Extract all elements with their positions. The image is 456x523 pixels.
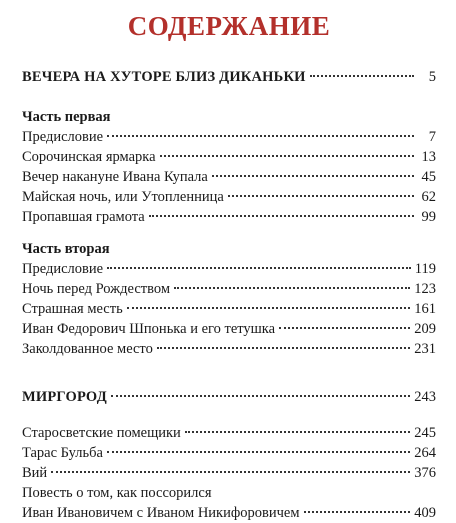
toc-page-number: 123 [414, 281, 436, 297]
toc-entry[interactable] [22, 423, 436, 443]
toc-entry-title: Ночь перед Рождеством [22, 281, 171, 297]
toc-entry[interactable] [22, 187, 436, 207]
leader-dots [174, 286, 410, 289]
leader-dots [310, 74, 414, 77]
toc-page-number: 409 [414, 505, 436, 521]
toc-page-number: 119 [414, 261, 436, 277]
toc-entry-title: Иван Федорович Шпонька и его тетушка [22, 321, 276, 337]
toc-entry[interactable] [22, 207, 436, 227]
toc-entry-title-line: Повесть о том, как поссорился [22, 485, 212, 501]
leader-dots [107, 266, 411, 269]
toc-page-number: 5 [428, 69, 436, 85]
leader-dots [279, 326, 410, 329]
toc-entry[interactable] [22, 279, 436, 299]
toc-entry-title: Майская ночь, или Утопленница [22, 189, 224, 205]
toc-page-number: 264 [414, 445, 436, 461]
leader-dots [228, 194, 414, 197]
leader-dots [107, 134, 414, 137]
toc-entry[interactable] [22, 259, 436, 279]
leader-dots [185, 430, 410, 433]
toc-page-number: 231 [414, 341, 436, 357]
toc-entry[interactable] [22, 339, 436, 359]
toc-entry-title: Предисловие [22, 129, 104, 145]
toc-entry[interactable] [22, 443, 436, 463]
toc-page-number: 99 [421, 209, 436, 225]
toc-entry-title: Предисловие [22, 261, 104, 277]
toc-entry[interactable] [22, 463, 436, 483]
leader-dots [157, 346, 410, 349]
leader-dots [160, 154, 414, 157]
leader-dots [107, 450, 410, 453]
toc-entry[interactable] [22, 127, 436, 147]
toc-page-number: 161 [414, 301, 436, 317]
toc-page-number: 62 [421, 189, 436, 205]
toc-entry[interactable] [22, 167, 436, 187]
leader-dots [111, 394, 410, 397]
part-heading: Часть первая [22, 109, 111, 125]
toc-entry-title: Сорочинская ярмарка [22, 149, 156, 165]
toc-entry-title: Старосветские помещики [22, 425, 181, 441]
toc-entry-title: Страшная месть [22, 301, 123, 317]
toc-book-entry[interactable] [22, 387, 436, 407]
toc-page-number: 245 [414, 425, 436, 441]
toc-entry-title: Вий [22, 465, 48, 481]
toc-page-number: 13 [421, 149, 436, 165]
toc-entry-title: Тарас Бульба [22, 445, 103, 461]
part-heading: Часть вторая [22, 241, 110, 257]
toc-page-number: 45 [421, 169, 436, 185]
toc-entry-title: Иван Ивановичем с Иваном Никифоровичем [22, 505, 300, 521]
toc-book-title: ВЕЧЕРА НА ХУТОРЕ БЛИЗ ДИКАНЬКИ [22, 69, 306, 85]
toc-entry[interactable] [22, 503, 436, 523]
toc-book-entry[interactable] [22, 67, 436, 87]
leader-dots [51, 470, 410, 473]
page-title: СОДЕРЖАНИЕ [127, 11, 331, 41]
leader-dots [212, 174, 414, 177]
toc-entry-title: Пропавшая грамота [22, 209, 145, 225]
toc-entry[interactable] [22, 147, 436, 167]
toc-entry[interactable] [22, 299, 436, 319]
toc-entry[interactable] [22, 319, 436, 339]
leader-dots [127, 306, 411, 309]
toc-entry-title: Вечер накануне Ивана Купала [22, 169, 208, 185]
toc-book-title: МИРГОРОД [22, 389, 107, 405]
toc-page-number: 209 [414, 321, 436, 337]
leader-dots [304, 510, 411, 513]
leader-dots [149, 214, 414, 217]
toc-page-number: 7 [428, 129, 436, 145]
toc-entry-title: Заколдованное место [22, 341, 153, 357]
toc-page-number: 376 [414, 465, 436, 481]
toc-page-number: 243 [414, 389, 436, 405]
